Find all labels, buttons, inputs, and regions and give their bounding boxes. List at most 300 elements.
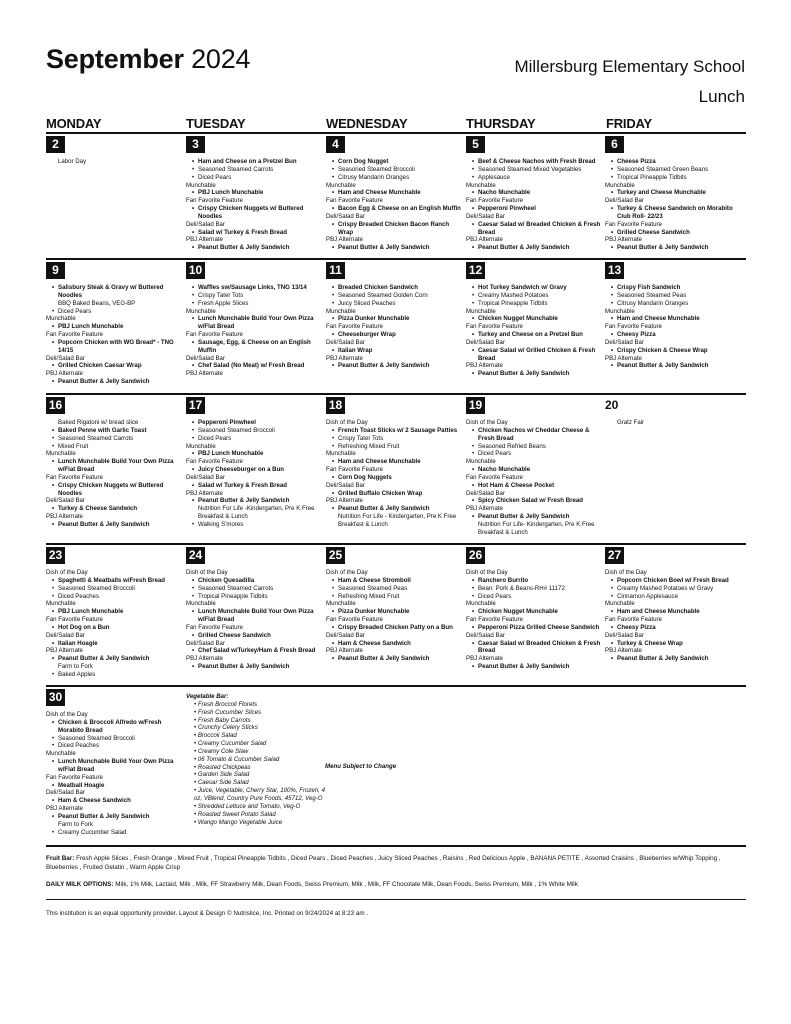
menu-item: • Peanut Butter & Jelly Sandwich xyxy=(466,663,604,671)
menu-item: • Peanut Butter & Jelly Sandwich xyxy=(46,378,184,386)
menu-item: • Lunch Munchable Build Your Own Pizza w/Flat Bread xyxy=(46,458,184,474)
menu-item: • Cheese Pizza xyxy=(605,158,743,166)
day-number: 27 xyxy=(605,547,624,564)
day-number: 12 xyxy=(466,262,485,279)
menu-item: • Crispy Tater Tots xyxy=(186,292,324,300)
menu-item: • Ranchero Burrito xyxy=(466,577,604,585)
vegetable-bar-item: • Fresh Baby Carrots xyxy=(194,716,251,724)
menu-item: • Caesar Salad w/ Grilled Chicken & Fresh Bread xyxy=(466,347,604,363)
menu-category: Munchable xyxy=(186,307,216,315)
menu-category: Deli/Salad Bar xyxy=(326,481,365,489)
menu-item: • Seasoned Steamed Peas xyxy=(605,292,743,300)
menu-category: Fan Favorite Feature xyxy=(326,197,383,205)
menu-item: • Ham and Cheese on a Pretzel Bun xyxy=(186,158,324,166)
menu-item: • Peanut Butter & Jelly Sandwich xyxy=(326,655,464,663)
day-number: 23 xyxy=(46,547,65,564)
menu-item: • Turkey & Cheese Wrap xyxy=(605,640,743,648)
menu-category: Munchable xyxy=(466,458,496,466)
weekday-header xyxy=(46,116,746,132)
menu-item: Nutrition For Life -Kindergarten, Pre K Free Breakfast & Lunch xyxy=(198,505,315,521)
day-number: 9 xyxy=(46,262,65,279)
menu-item: • Grilled Cheese Sandwich xyxy=(605,229,743,237)
day-number: 25 xyxy=(326,547,345,564)
menu-item: • Crispy Chicken & Cheese Wrap xyxy=(605,347,743,355)
menu-item: • Juicy Sliced Peaches xyxy=(326,300,464,308)
menu-item: • Citrusy Mandarin Oranges xyxy=(605,300,743,308)
menu-category: PBJ Alternate xyxy=(466,362,503,370)
menu-category: Munchable xyxy=(46,450,76,458)
menu-item: • Italian Hoagie xyxy=(46,640,184,648)
menu-category: Deli/Salad Bar xyxy=(46,631,85,639)
vegetable-bar-item: • Roasted Chickpeas xyxy=(194,763,251,771)
menu-item: • Italian Wrap xyxy=(326,347,464,355)
menu-item: • Turkey and Cheese on a Pretzel Bun xyxy=(466,331,604,339)
menu-item: • Ham and Cheese Munchable xyxy=(326,189,464,197)
day-cell xyxy=(46,262,184,386)
menu-category: Deli/Salad Bar xyxy=(326,212,365,220)
menu-item: • Seasoned Steamed Carrots xyxy=(186,166,324,174)
menu-item: • Diced Pears xyxy=(466,450,604,458)
menu-item: • Peanut Butter & Jelly Sandwich xyxy=(326,362,464,370)
menu-category: Fan Favorite Feature xyxy=(186,331,243,339)
menu-category: Fan Favorite Feature xyxy=(186,623,243,631)
day-cell xyxy=(326,547,464,663)
menu-category: PBJ Alternate xyxy=(186,370,223,378)
menu-item: • Corn Dog Nugget xyxy=(326,158,464,166)
day-number: 18 xyxy=(326,397,345,414)
menu-item: • Peanut Butter & Jelly Sandwich xyxy=(605,244,743,252)
menu-item: • Turkey & Cheese Sandwich xyxy=(46,505,184,513)
menu-item: • Seasoned Steamed Broccoli xyxy=(46,735,184,743)
menu-item: • Seasoned Steamed Green Beans xyxy=(605,166,743,174)
year: 2024 xyxy=(191,44,251,74)
menu-category: PBJ Alternate xyxy=(326,647,363,655)
menu-item: • Seasoned Steamed Broccoli xyxy=(46,585,184,593)
menu-category: Munchable xyxy=(466,181,496,189)
menu-item: • Spicy Chicken Salad w/ Fresh Bread xyxy=(466,497,604,505)
menu-item: • Grilled Cheese Sandwich xyxy=(186,632,324,640)
day-cell xyxy=(466,547,604,671)
vegetable-bar-title: Vegetable Bar: xyxy=(186,693,229,700)
menu-item: • Sausage, Egg, & Cheese on an English Muffin xyxy=(186,339,324,355)
menu-category: Munchable xyxy=(326,450,356,458)
day-cell xyxy=(466,262,604,378)
menu-item: • Pizza Dunker Munchable xyxy=(326,315,464,323)
day-cell xyxy=(466,136,604,252)
menu-item: • Peanut Butter & Jelly Sandwich xyxy=(186,497,324,505)
menu-item: • Creamy Mashed Potatoes xyxy=(466,292,604,300)
menu-item: • Meatball Hoagie xyxy=(46,782,184,790)
vegetable-bar-item: • Broccoli Salad xyxy=(194,732,237,740)
menu-category: Deli/Salad Bar xyxy=(186,639,225,647)
meal-type: Lunch xyxy=(698,87,745,106)
menu-item: • Seasoned Steamed Mixed Vegetables xyxy=(466,166,604,174)
menu-item: • Lunch Munchable Build Your Own Pizza w/Flat Bread xyxy=(46,758,184,774)
menu-item: • Grilled Buffalo Chicken Wrap xyxy=(326,490,464,498)
menu-category: Munchable xyxy=(326,307,356,315)
menu-item: • Hot Ham & Cheese Pocket xyxy=(466,482,604,490)
menu-item: • Ham and Cheese Munchable xyxy=(605,608,743,616)
menu-item: • Beef & Cheese Nachos with Fresh Bread xyxy=(466,158,604,166)
menu-category: Dish of the Day xyxy=(186,569,228,576)
menu-item: • Crispy Chicken Nuggets w/ Buttered Noodles xyxy=(46,482,184,498)
day-number: 26 xyxy=(466,547,485,564)
menu-category: Munchable xyxy=(466,600,496,608)
menu-item: • Spaghetti & Meatballs w/Fresh Bread xyxy=(46,577,184,585)
menu-item: • Applesauce xyxy=(466,174,604,182)
menu-item: • Caesar Salad w/ Breaded Chicken & Fresh Bread xyxy=(466,640,604,656)
menu-item: • Peanut Butter & Jelly Sandwich xyxy=(186,244,324,252)
menu-item: • Pepperoni Pinwheel xyxy=(186,419,324,427)
menu-item: • Peanut Butter & Jelly Sandwich xyxy=(326,505,464,513)
menu-category: PBJ Alternate xyxy=(466,236,503,244)
day-cell xyxy=(605,547,743,663)
header-divider xyxy=(46,132,746,134)
menu-category: Munchable xyxy=(605,181,635,189)
menu-category: PBJ Alternate xyxy=(46,513,83,521)
vegetable-bar-item: • Fresh Cucumber Slices xyxy=(194,708,262,716)
menu-category: Fan Favorite Feature xyxy=(46,616,103,624)
menu-item: • Citrusy Mandarin Oranges xyxy=(326,174,464,182)
menu-category: Dish of the Day xyxy=(326,569,368,576)
menu-category: Deli/Salad Bar xyxy=(605,631,644,639)
menu-category: Fan Favorite Feature xyxy=(605,220,662,228)
day-number: 30 xyxy=(46,689,65,706)
menu-item: Labor Day xyxy=(58,158,87,165)
weekday-thursday: THURSDAY xyxy=(466,116,536,131)
menu-item: • Ham & Cheese Sandwich xyxy=(46,797,184,805)
menu-category: Deli/Salad Bar xyxy=(46,789,85,797)
menu-item: • Seasoned Steamed Peas xyxy=(326,585,464,593)
menu-category: Munchable xyxy=(46,750,76,758)
vegetable-bar-item: • Wango Mango Vegetable Juice xyxy=(194,818,283,826)
menu-item: • Chef Salad (No Meat) w/ Fresh Bread xyxy=(186,362,324,370)
menu-item: • Diced Pears xyxy=(186,174,324,182)
page-title xyxy=(46,42,250,76)
menu-item: • Waffles sw/Sausage Links, TNG 13/14 xyxy=(186,284,324,292)
menu-category: PBJ Alternate xyxy=(605,236,642,244)
menu-category: Fan Favorite Feature xyxy=(186,197,243,205)
menu-item: Farm to Fork xyxy=(58,820,93,828)
menu-category: Dish of the Day xyxy=(466,419,508,426)
menu-item: Baked Rigatoni w/ bread slice xyxy=(58,419,139,426)
vegetable-bar-item: • 06 Tomato & Cucumber Salad xyxy=(194,755,280,763)
week-divider xyxy=(46,685,746,687)
menu-category: Munchable xyxy=(605,307,635,315)
menu-item: • Turkey & Cheese Sandwich on Morabito Club Roll- 22/23 xyxy=(605,205,743,221)
menu-category: Deli/Salad Bar xyxy=(186,473,225,481)
menu-category: Dish of the Day xyxy=(326,419,368,426)
menu-item: • Creamy Cucumber Salad xyxy=(46,829,184,837)
menu-category: Fan Favorite Feature xyxy=(46,473,103,481)
menu-category: PBJ Alternate xyxy=(46,647,83,655)
menu-item: • Refreshing Mixed Fruit xyxy=(326,443,464,451)
menu-category: Fan Favorite Feature xyxy=(605,323,662,331)
menu-category: Fan Favorite Feature xyxy=(466,197,523,205)
day-number: 11 xyxy=(326,262,345,279)
fruit-bar xyxy=(46,855,746,872)
vegetable-bar-item: • Garden Side Salad xyxy=(194,771,250,779)
milk-options-text: Milk, 1% Milk, Lactaid, Milk , Milk, FF Strawberry Milk, Dean Foods, Swiss Premium, Milk , Milk, FF Chocolate Milk, Dean Foods, Swiss Premium, Milk , 1% White Milk xyxy=(113,881,578,888)
menu-item: • Salad w/ Turkey & Fresh Bread xyxy=(186,229,324,237)
menu-item: • Tropical Pineapple Tidbits xyxy=(466,300,604,308)
day-cell xyxy=(46,136,184,166)
menu-note: Menu Subject to Change xyxy=(325,763,397,770)
menu-category: Munchable xyxy=(186,442,216,450)
menu-category: PBJ Alternate xyxy=(326,236,363,244)
menu-category: PBJ Alternate xyxy=(46,805,83,813)
menu-item: • Fresh Apple Slices xyxy=(186,300,324,308)
menu-category: Dish of the Day xyxy=(46,569,88,576)
menu-item: • Diced Pears xyxy=(46,308,184,316)
day-cell xyxy=(186,547,324,671)
menu-category: PBJ Alternate xyxy=(186,489,223,497)
menu-category: Munchable xyxy=(605,600,635,608)
menu-item: • Cheesy Pizza xyxy=(605,624,743,632)
day-cell xyxy=(186,262,324,378)
menu-item: • Pizza Dunker Munchable xyxy=(326,608,464,616)
menu-category: Fan Favorite Feature xyxy=(46,331,103,339)
fruit-bar-label: Fruit Bar: xyxy=(46,855,75,862)
menu-category: Deli/Salad Bar xyxy=(466,489,505,497)
menu-item: • Crispy Tater Tots xyxy=(326,435,464,443)
menu-category: Fan Favorite Feature xyxy=(466,473,523,481)
milk-options xyxy=(46,881,746,890)
weekday-friday: FRIDAY xyxy=(606,116,652,131)
menu-category: Fan Favorite Feature xyxy=(466,323,523,331)
day-number: 6 xyxy=(605,136,624,153)
menu-category: PBJ Alternate xyxy=(186,655,223,663)
weekday-wednesday: WEDNESDAY xyxy=(326,116,408,131)
menu-item: • Seasoned Steamed Carrots xyxy=(186,585,324,593)
menu-category: Deli/Salad Bar xyxy=(326,631,365,639)
menu-category: Deli/Salad Bar xyxy=(466,631,505,639)
menu-item: • Ham & Cheese Stromboli xyxy=(326,577,464,585)
menu-item: • Peanut Butter & Jelly Sandwich xyxy=(186,663,324,671)
menu-item: • Chicken Nugget Munchable xyxy=(466,608,604,616)
menu-item: • Bean: Pork & Beans-RH# 11172 xyxy=(466,585,604,593)
day-cell xyxy=(605,397,743,427)
menu-item: • Chicken Nachos w/ Cheddar Cheese & Fresh Bread xyxy=(466,427,604,443)
menu-item: • Grilled Chicken Caesar Wrap xyxy=(46,362,184,370)
menu-item: • Diced Pears xyxy=(466,593,604,601)
day-number: 16 xyxy=(46,397,65,414)
menu-item: • Bacon Egg & Cheese on an English Muffin xyxy=(326,205,464,213)
menu-item: • Pepperoni Pinwheel xyxy=(466,205,604,213)
vegetable-bar-item: • Caesar Side Salad xyxy=(194,779,249,787)
menu-item: • Baked Apples xyxy=(46,671,184,679)
day-number: 5 xyxy=(466,136,485,153)
menu-item: • Cinnamon Applesauce xyxy=(605,593,743,601)
menu-item: • Seasoned Steamed Carrots xyxy=(46,435,184,443)
menu-category: Dish of the Day xyxy=(466,569,508,576)
menu-item: • Hot Turkey Sandwich w/ Gravy xyxy=(466,284,604,292)
menu-category: Munchable xyxy=(326,181,356,189)
menu-item: • Peanut Butter & Jelly Sandwich xyxy=(46,813,184,821)
menu-item: • Crispy Breaded Chicken Patty on a Bun xyxy=(326,624,464,632)
menu-category: Munchable xyxy=(46,315,76,323)
menu-item: • Crispy Breaded Chicken Bacon Ranch Wrap xyxy=(326,221,464,237)
menu-item: • Salisbury Steak & Gravy w/ Buttered Noodles xyxy=(46,284,184,300)
vegetable-bar-item: • Fresh Broccoli Florets xyxy=(194,700,258,708)
menu-category: Fan Favorite Feature xyxy=(466,616,523,624)
menu-item: • Breaded Chicken Sandwich xyxy=(326,284,464,292)
menu-category: PBJ Alternate xyxy=(326,354,363,362)
school-name: Millersburg Elementary School xyxy=(514,57,745,76)
menu-item: • Nacho Munchable xyxy=(466,466,604,474)
menu-item: • Chef Salad w/Turkey/Ham & Fresh Bread xyxy=(186,647,324,655)
vegetable-bar-item: • Roasted Sweet Potato Salad xyxy=(194,810,276,818)
menu-item: • Diced Pears xyxy=(186,435,324,443)
school-header xyxy=(514,52,745,112)
menu-item: • PBJ Lunch Munchable xyxy=(46,608,184,616)
menu-item: • Lunch Munchable Build Your Own Pizza w/Flat Bread xyxy=(186,315,324,331)
menu-item: • Cheeseburger Wrap xyxy=(326,331,464,339)
day-cell xyxy=(186,397,324,529)
menu-item: • Popcorn Chicken Bowl w/ Fresh Bread xyxy=(605,577,743,585)
menu-item: • Peanut Butter & Jelly Sandwich xyxy=(605,362,743,370)
menu-item: • Mixed Fruit xyxy=(46,443,184,451)
menu-item: • Diced Peaches xyxy=(46,593,184,601)
menu-item: • Seasoned Steamed Golden Corn xyxy=(326,292,464,300)
menu-item: • Pepperoni Pizza Grilled Cheese Sandwich xyxy=(466,624,604,632)
menu-item: • Peanut Butter & Jelly Sandwich xyxy=(605,655,743,663)
menu-item: • Corn Dog Nuggets xyxy=(326,474,464,482)
vegetable-bar-item: • Shredded Lettuce and Tomato, Veg-O xyxy=(194,802,301,810)
menu-item: • Ham and Cheese Munchable xyxy=(326,458,464,466)
day-number: 10 xyxy=(186,262,205,279)
milk-options-label: DAILY MILK OPTIONS: xyxy=(46,881,114,888)
menu-category: Fan Favorite Feature xyxy=(186,458,243,466)
menu-category: PBJ Alternate xyxy=(466,505,503,513)
menu-item: Nutrition For Life- Kindergarten, Pre K Free Breakfast & Lunch xyxy=(478,520,595,536)
menu-category: Munchable xyxy=(326,600,356,608)
menu-item: • Nacho Munchable xyxy=(466,189,604,197)
day-cell xyxy=(466,397,604,537)
menu-category: Deli/Salad Bar xyxy=(186,220,225,228)
menu-item: • Walking S'mores xyxy=(186,521,324,529)
menu-item: • Salad w/ Turkey & Fresh Bread xyxy=(186,482,324,490)
menu-category: Deli/Salad Bar xyxy=(466,338,505,346)
menu-item: • PBJ Lunch Munchable xyxy=(46,323,184,331)
day-number: 19 xyxy=(466,397,485,414)
menu-item: • Chicken & Broccoli Alfredo w/Fresh Morabito Bread xyxy=(46,719,184,735)
menu-category: PBJ Alternate xyxy=(326,497,363,505)
menu-item: • Peanut Butter & Jelly Sandwich xyxy=(46,655,184,663)
menu-item: • Hot Dog on a Bun xyxy=(46,624,184,632)
menu-item: • Creamy Mashed Potatoes w/ Gravy xyxy=(605,585,743,593)
fruit-bar-text: Fresh Apple Slices , Fresh Orange , Mixed Fruit , Tropical Pineapple Tidbits , Diced Pears , Diced Peaches , Juicy Sliced Peaches , Raisins , Red Delicious Apple , BANANA PETITE , Assorted Craisins , Blueberries w/Whip Topping , Blueberries , Fruited Gelatin , Warm Apple Crisp xyxy=(46,855,721,871)
calendar-bottom-divider xyxy=(46,845,746,847)
menu-item: • French Toast Sticks w/ 2 Sausage Patties xyxy=(326,427,464,435)
day-cell xyxy=(326,262,464,370)
day-cell xyxy=(46,689,184,837)
menu-item: • Refreshing Mixed Fruit xyxy=(326,593,464,601)
menu-category: Deli/Salad Bar xyxy=(466,212,505,220)
menu-item: • Caesar Salad w/ Breaded Chicken & Fresh Bread xyxy=(466,221,604,237)
vegetable-bar-list xyxy=(186,701,326,827)
vegetable-bar xyxy=(186,693,326,826)
menu-category: Deli/Salad Bar xyxy=(326,338,365,346)
menu-item: • Seasoned Refried Beans xyxy=(466,443,604,451)
day-cell xyxy=(326,397,464,529)
menu-item: • Peanut Butter & Jelly Sandwich xyxy=(466,513,604,521)
menu-category: Fan Favorite Feature xyxy=(326,466,383,474)
week-divider xyxy=(46,393,746,395)
menu-category: Munchable xyxy=(186,181,216,189)
day-number: 3 xyxy=(186,136,205,153)
menu-category: Munchable xyxy=(466,307,496,315)
menu-item: • Cheesy Pizza xyxy=(605,331,743,339)
menu-item: • PBJ Lunch Munchable xyxy=(186,189,324,197)
menu-category: Deli/Salad Bar xyxy=(186,354,225,362)
menu-item: • Chicken Quesadilla xyxy=(186,577,324,585)
menu-category: Dish of the Day xyxy=(605,569,647,576)
vegetable-bar-item: • Juice, Vegetable, Cherry Star, 100%, Frozen, 4 oz, VBlend, Country Pure Foods, 45712, Veg-O xyxy=(194,787,325,802)
menu-item: • Lunch Munchable Build Your Own Pizza w/Flat Bread xyxy=(186,608,324,624)
menu-category: Munchable xyxy=(186,600,216,608)
menu-item: • Seasoned Steamed Broccoli xyxy=(326,166,464,174)
menu-item: • Peanut Butter & Jelly Sandwich xyxy=(326,244,464,252)
menu-item: • PBJ Lunch Munchable xyxy=(186,450,324,458)
menu-category: Dish of the Day xyxy=(46,711,88,718)
day-number: 17 xyxy=(186,397,205,414)
menu-category: PBJ Alternate xyxy=(605,354,642,362)
menu-item: • Baked Penne with Garlic Toast xyxy=(46,427,184,435)
menu-category: Deli/Salad Bar xyxy=(605,197,644,205)
menu-item: BBQ Baked Beans, VEG-BP xyxy=(58,299,136,307)
menu-item: • Peanut Butter & Jelly Sandwich xyxy=(46,521,184,529)
menu-item: • Seasoned Steamed Broccoli xyxy=(186,427,324,435)
menu-category: Deli/Salad Bar xyxy=(46,354,85,362)
menu-item: • Peanut Butter & Jelly Sandwich xyxy=(466,370,604,378)
day-cell xyxy=(605,136,743,252)
day-number: 2 xyxy=(46,136,65,153)
menu-category: PBJ Alternate xyxy=(186,236,223,244)
day-number: 4 xyxy=(326,136,345,153)
weekday-tuesday: TUESDAY xyxy=(186,116,246,131)
menu-item: Nutrition For Life - Kindergarten, Pre K Free Breakfast & Lunch xyxy=(338,513,457,528)
menu-item: • Crispy Chicken Nuggets w/ Buttered Noodles xyxy=(186,205,324,221)
day-cell xyxy=(46,547,184,679)
menu-item: • Tropical Pineapple Tidbits xyxy=(186,593,324,601)
menu-category: PBJ Alternate xyxy=(46,370,83,378)
menu-category: PBJ Alternate xyxy=(466,655,503,663)
menu-category: Fan Favorite Feature xyxy=(326,323,383,331)
menu-item: • Ham & Cheese Sandwich xyxy=(326,640,464,648)
menu-item: • Tropical Pineapple Tidbits xyxy=(605,174,743,182)
menu-category: Fan Favorite Feature xyxy=(326,616,383,624)
menu-item: Farm to Fork xyxy=(58,663,93,671)
menu-item: • Juicy Cheeseburger on a Bun xyxy=(186,466,324,474)
menu-item: • Peanut Butter & Jelly Sandwich xyxy=(466,244,604,252)
menu-category: Munchable xyxy=(46,600,76,608)
menu-category: PBJ Alternate xyxy=(605,647,642,655)
menu-item: • Turkey and Cheese Munchable xyxy=(605,189,743,197)
weekday-monday: MONDAY xyxy=(46,116,102,131)
menu-category: Fan Favorite Feature xyxy=(46,773,103,781)
week-divider xyxy=(46,258,746,260)
menu-item: • Chicken Nugget Munchable xyxy=(466,315,604,323)
menu-item: • Crispy Fish Sandwich xyxy=(605,284,743,292)
day-number: 20 xyxy=(605,398,619,412)
menu-item: • Diced Peaches xyxy=(46,742,184,750)
day-cell xyxy=(605,262,743,370)
week-divider xyxy=(46,543,746,545)
day-cell xyxy=(186,136,324,252)
menu-item: • Ham and Cheese Munchable xyxy=(605,315,743,323)
day-cell xyxy=(326,136,464,252)
